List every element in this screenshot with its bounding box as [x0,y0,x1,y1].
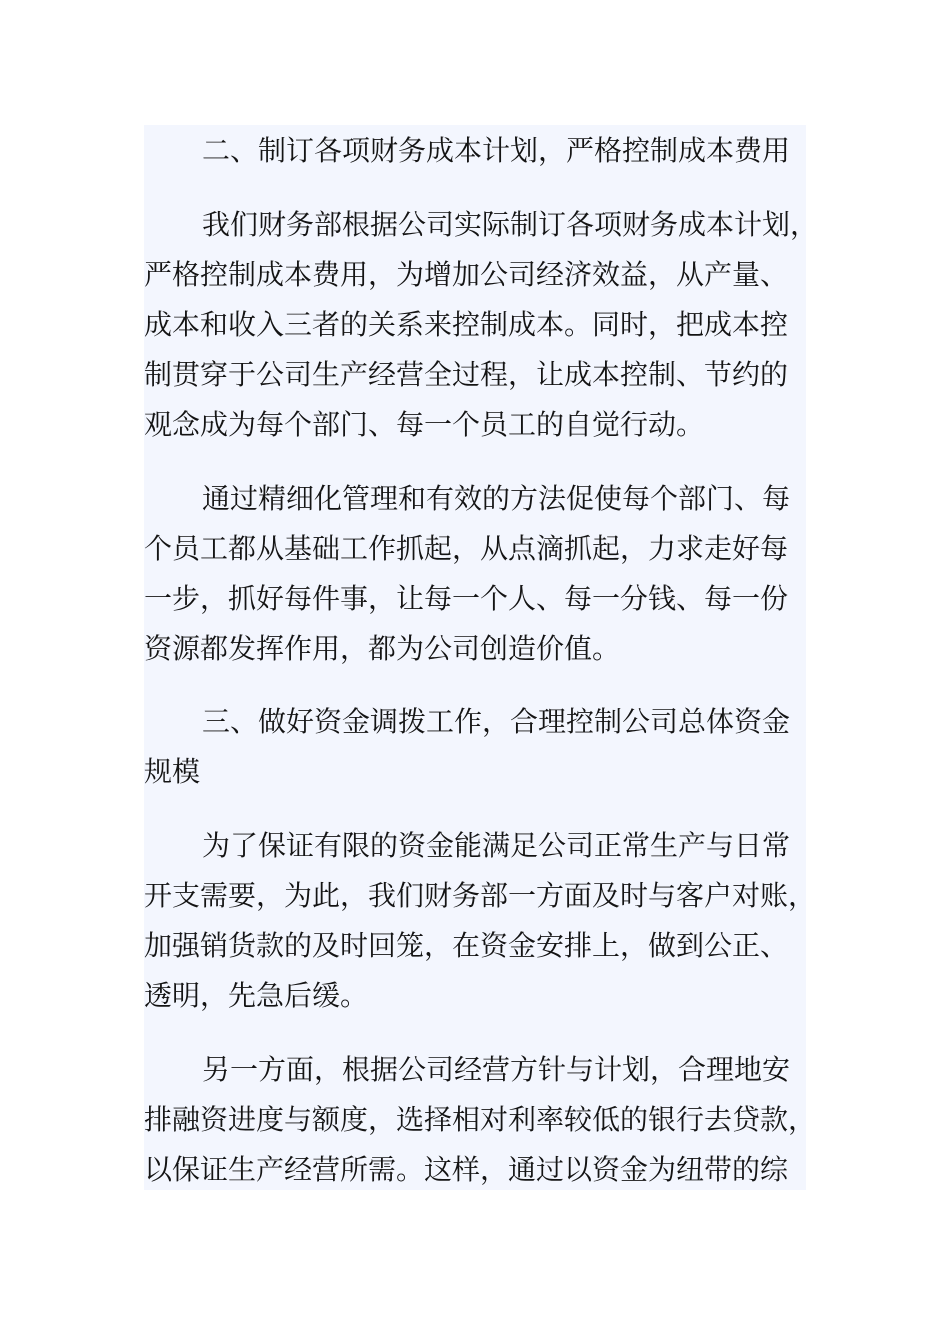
paragraph-line: 一步，抓好每件事，让每一个人、每一分钱、每一份 [144,582,789,615]
paragraph-line: 观念成为每个部门、每一个员工的自觉行动。 [144,408,705,441]
paragraph-line: 开支需要，为此，我们财务部一方面及时与客户对账， [144,879,817,912]
paragraph-line: 严格控制成本费用，为增加公司经济效益，从产量、 [144,258,789,291]
section-heading-2: 二、制订各项财务成本计划，严格控制成本费用 [202,134,791,167]
paragraph-line: 以保证生产经营所需。这样，通过以资金为纽带的综 [144,1153,789,1186]
paragraph-line: 资源都发挥作用，都为公司创造价值。 [144,632,621,665]
paragraph-line: 我们财务部根据公司实际制订各项财务成本计划， [202,208,819,241]
paragraph-line: 为了保证有限的资金能满足公司正常生产与日常 [202,829,791,862]
paragraph-line: 透明，先急后缓。 [144,979,369,1012]
paragraph-line: 排融资进度与额度，选择相对利率较低的银行去贷款， [144,1103,817,1136]
section-heading-3-continued: 规模 [144,755,201,788]
paragraph-line: 制贯穿于公司生产经营全过程，让成本控制、节约的 [144,358,789,391]
paragraph-line: 通过精细化管理和有效的方法促使每个部门、每 [202,482,791,515]
paragraph-line: 成本和收入三者的关系来控制成本。同时，把成本控 [144,308,789,341]
section-heading-3: 三、做好资金调拨工作，合理控制公司总体资金 [202,705,791,738]
paragraph-line: 加强销货款的及时回笼，在资金安排上，做到公正、 [144,929,789,962]
paragraph-line: 个员工都从基础工作抓起，从点滴抓起，力求走好每 [144,532,789,565]
paragraph-line: 另一方面，根据公司经营方针与计划，合理地安 [202,1053,791,1086]
